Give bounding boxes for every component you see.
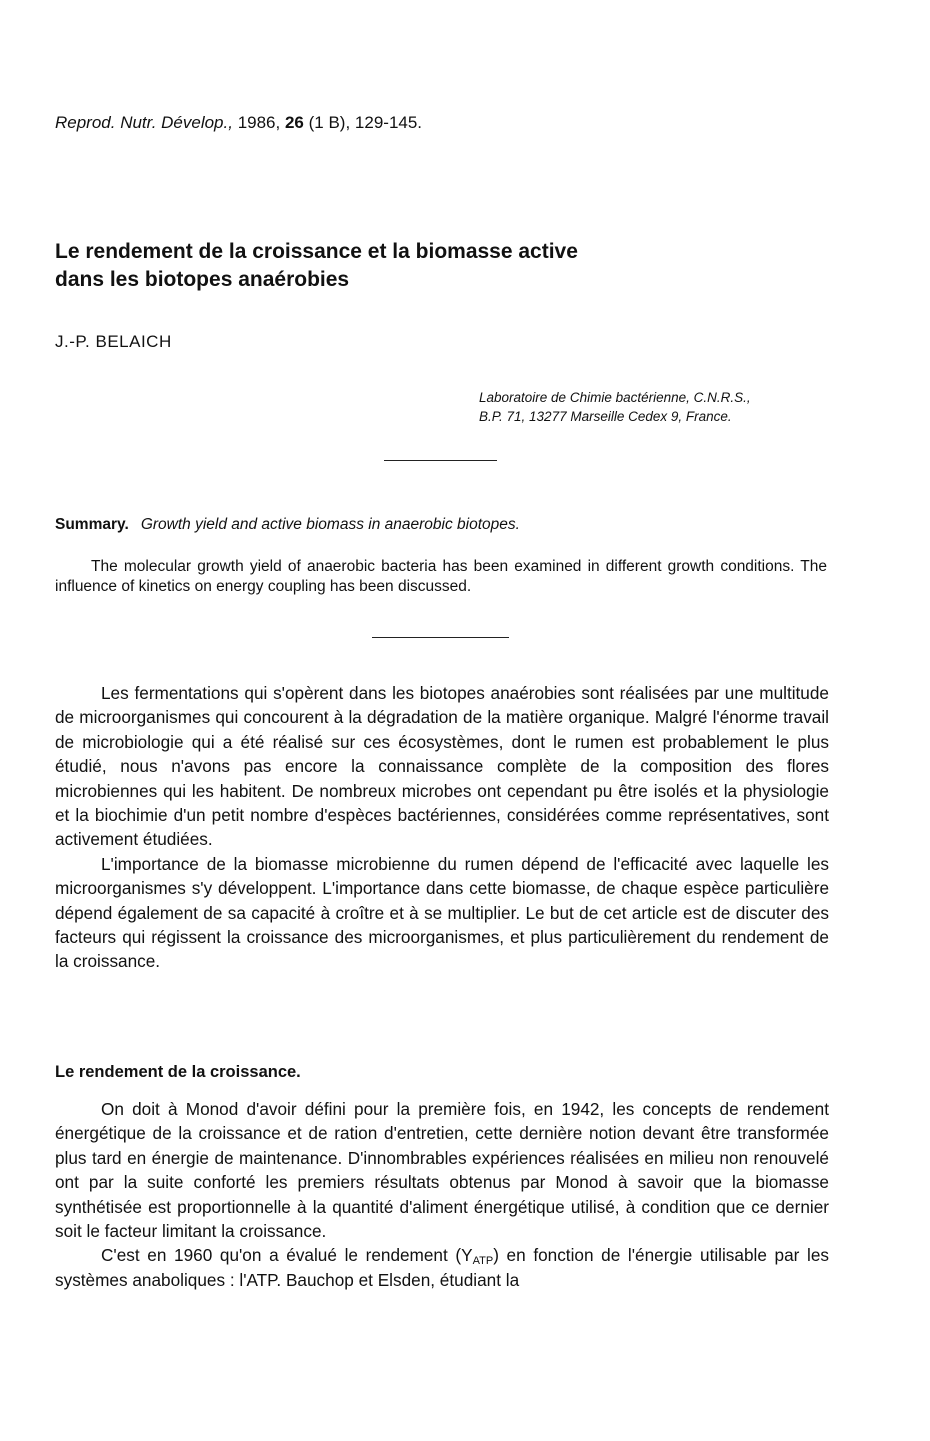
divider-rule [384, 460, 497, 461]
journal-volume: 26 [284, 113, 304, 132]
section-paragraph-1: On doit à Monod d'avoir défini pour la première fois, en 1942, les concepts de rendement énergétique de la croissance et de ration d'entretien, cette dernière notion devant être transformée plus tard en énergie de maintenance. D'innombrables expériences réalisées en milieu non renouvelé ont par la suite conforté les premiers résultats obtenus par Monod à savoir que la biomasse synthétisée est proportionnelle à la quantité d'aliment énergétique utilisé, à condition que ce dernier soit le facteur limitant la croissance. [55, 1099, 829, 1242]
section-paragraph-2 [55, 1243, 829, 1292]
journal-name: Reprod. Nutr. Dévelop., [55, 113, 233, 132]
section-body [55, 1097, 829, 1292]
paragraph-text-start: C'est en 1960 qu'on a évalué le rendement (Y [101, 1245, 473, 1266]
atp-subscript: ATP [472, 1255, 494, 1268]
intro-section [55, 681, 829, 974]
section-heading: Le rendement de la croissance. [55, 1063, 301, 1081]
intro-paragraph-2: L'importance de la biomasse microbienne du rumen dépend de l'efficacité avec laquelle les microorganismes s'y développent. L'importance dans cette biomasse, de chaque espèce particulière dépend également de sa capacité à croître et à se multiplier. Le but de cet article est de discuter des facteurs qui régissent la croissance des microorganismes, et plus particulièrement du rendement de la croissance. [55, 853, 829, 972]
intro-paragraph-1: Les fermentations qui s'opèrent dans les biotopes anaérobies sont réalisées par une multitude de microorganismes qui concourent à la dégradation de la matière organique. Malgré l'énorme travail de microbiologie qui a été réalisé sur ces écosystèmes, dont le rumen est probablement le plus étudié, nous n'avons pas encore la connaissance complète de la composition des flores microbiennes qui les habitent. De nombreux microbes ont cependant pu être isolés et la physiologie et la biochimie d'un petit nombre d'espèces bactériennes, considérées comme représentatives, sont activement étudiées. [55, 683, 829, 850]
article-title [55, 238, 815, 294]
affiliation-line-1: Laboratoire de Chimie bactérienne, C.N.R.S., [479, 390, 751, 405]
journal-year: 1986, [237, 113, 281, 132]
summary-label: Summary. [55, 516, 129, 533]
article-title-line-2: dans les biotopes anaérobies [55, 268, 350, 291]
affiliation-line-2: B.P. 71, 13277 Marseille Cedex 9, France. [479, 409, 732, 424]
journal-pages: 129-145. [354, 113, 423, 132]
paragraph-text-end: ) en fonction de l'énergie utilisable par les systèmes anaboliques : l'ATP. Bauchop et Elsden, étudiant la [55, 1245, 829, 1290]
article-title-line-1: Le rendement de la croissance et la biomasse active [55, 240, 578, 263]
author-name: J.-P. BELAICH [55, 332, 172, 351]
summary-heading [55, 516, 520, 534]
journal-citation [55, 113, 422, 133]
author-affiliation [479, 388, 899, 426]
journal-issue: (1 B), [308, 113, 351, 132]
summary-text: The molecular growth yield of anaerobic bacteria has been examined in different growth conditions. The influence of kinetics on energy coupling has been discussed. [55, 558, 827, 595]
summary-title: Growth yield and active biomass in anaerobic biotopes. [140, 516, 520, 533]
divider-rule [372, 637, 509, 638]
